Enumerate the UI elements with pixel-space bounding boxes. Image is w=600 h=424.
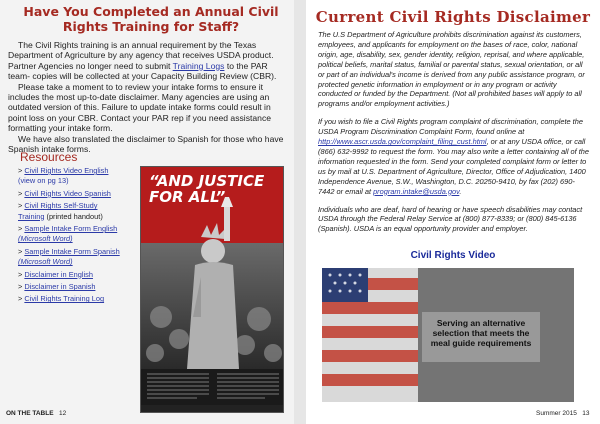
poster-fine-print xyxy=(147,372,279,405)
right-page-title: Current Civil Rights Disclaimer xyxy=(315,8,591,26)
resource-item: > Civil Rights Video English xyxy=(18,166,109,175)
spanish-paragraph: We have also translated the disclaimer to Spanish for those who have Spanish intake forms. xyxy=(8,133,284,155)
resource-item: > Civil Rights Self-Study xyxy=(18,201,98,211)
intake-forms-paragraph: Please take a moment to to review your intake forms to ensure it includes the most up-to-date disclaimer. Many agencies are using an outdated version of this. Failure to update intake forms could result in point loss on your CBR. Contact your PAR rep if you need assistance formatting your intake form. xyxy=(8,81,272,134)
issue-season: Summer 2015 xyxy=(536,410,577,417)
program-intake-email-link[interactable]: program.intake@usda.gov xyxy=(373,186,460,196)
left-body-text xyxy=(8,40,290,154)
resources-heading: Resources xyxy=(20,150,78,164)
view-page-note: (view on pg 13) xyxy=(18,176,69,186)
civil-rights-video-player[interactable] xyxy=(322,268,574,402)
printed-handout-note: (printed handout) xyxy=(44,211,103,221)
self-study-link[interactable]: Civil Rights Self-Study xyxy=(24,201,98,211)
poster-title: “AND JUSTICE FOR ALL” xyxy=(149,172,265,206)
resource-item xyxy=(18,257,138,267)
civil-rights-video-english-link[interactable]: Civil Rights Video English xyxy=(24,166,109,175)
resource-item: > Civil Rights Video Spanish xyxy=(18,188,111,198)
right-footer xyxy=(536,410,589,417)
civil-rights-video-heading: Civil Rights Video xyxy=(410,250,496,261)
resource-item: > Sample Intake Form English xyxy=(18,224,118,234)
complaint-text-middle: , or at any USDA office, or call (866) 632-9992 to request the form. You may also write a letter containing all of the information requested in the form. Send your completed complaint form or letter to us by mail at U.S. Department of Agriculture, Director, Office of Adjudication, 1400 Independence Avenue, S.W., Washington, D.C. 20250-9410, by fax (202) 690-7442 or email at xyxy=(318,137,590,196)
training-text: The Civil Rights training is an annual requirement by the Texas Department of Agriculture by any agency that receives USDA product. Partner Agencies no longer need to submit xyxy=(8,40,274,71)
resource-item: > Disclaimer in Spanish xyxy=(18,282,96,292)
training-log-link[interactable]: Civil Rights Training Log xyxy=(24,294,105,304)
resource-note xyxy=(18,176,138,186)
civil-rights-video-spanish-link[interactable]: Civil Rights Video Spanish xyxy=(24,188,111,198)
magazine-name: ON THE TABLE xyxy=(6,410,54,417)
training-text-end: to the PAR team- copies will be collected at your Capacity Building Review (CBR). xyxy=(8,60,277,82)
resource-item: > Sample Intake Form Spanish xyxy=(18,246,120,256)
complaint-text: If you wish to file a Civil Rights program complaint of discrimination, complete the USDA Program Discrimination Complaint Form, found online at xyxy=(318,117,583,137)
page-gutter xyxy=(294,0,306,424)
sample-intake-english-link[interactable]: Sample Intake Form English xyxy=(24,224,118,234)
word-format-note[interactable]: (Microsoft Word) xyxy=(18,234,73,244)
training-link[interactable]: Training xyxy=(18,211,45,221)
sample-intake-spanish-link[interactable]: Sample Intake Form Spanish xyxy=(24,246,120,256)
video-caption: Serving an alternative selection that meets the meal guide requirements xyxy=(430,318,532,348)
page-number-right: 13 xyxy=(582,410,590,417)
resource-item: > Disclaimer in English xyxy=(18,269,93,279)
complaint-text-end: . xyxy=(459,186,462,196)
training-paragraph xyxy=(8,40,290,82)
disclaimer-english-link[interactable]: Disclaimer in English xyxy=(24,269,93,279)
relay-service-paragraph: Individuals who are deaf, hard of hearing or have speech disabilities may contact USDA through the Federal Relay Service at (800) 877-8339; or (800) 845-6136 (Spanish). USDA is an equal opportunity provider and employer. xyxy=(318,204,583,234)
complaint-form-link[interactable]: http://www.ascr.usda.gov/complaint_filing_cust.html xyxy=(318,137,487,147)
disclaimer-spanish-link[interactable]: Disclaimer in Spanish xyxy=(24,282,96,292)
training-logs-link[interactable]: Training Logs xyxy=(172,60,225,71)
disclaimer-text xyxy=(318,30,590,242)
resource-item xyxy=(18,234,138,244)
resources-list xyxy=(18,166,138,305)
left-page-title: Have You Completed an Annual Civil Rights Training for Staff? xyxy=(23,4,279,34)
word-format-note[interactable]: (Microsoft Word) xyxy=(18,257,73,267)
fine-print-lines xyxy=(147,372,279,404)
discrimination-paragraph: The U.S Department of Agriculture prohibits discrimination against its customers, employees, and applicants for employment on the bases of race, color, national origin, age, disability, sex, gender identity, religion, reprisal, and where applicable, political beliefs, marital status, familial or parental status, sexual orientation, or all or part of an individual's income is derived from any public assistance program, or protected genetic information in employment or in any program or activity conducted or funded by the Department. (Not all prohibited bases will apply to all programs and/or employment activities.) xyxy=(318,30,585,109)
page-number-left: 12 xyxy=(58,410,67,417)
resource-item: > Civil Rights Training Log xyxy=(18,294,105,304)
left-footer xyxy=(6,410,66,417)
and-justice-for-all-poster xyxy=(140,166,284,413)
complaint-paragraph xyxy=(318,117,590,196)
resource-item xyxy=(18,212,138,222)
